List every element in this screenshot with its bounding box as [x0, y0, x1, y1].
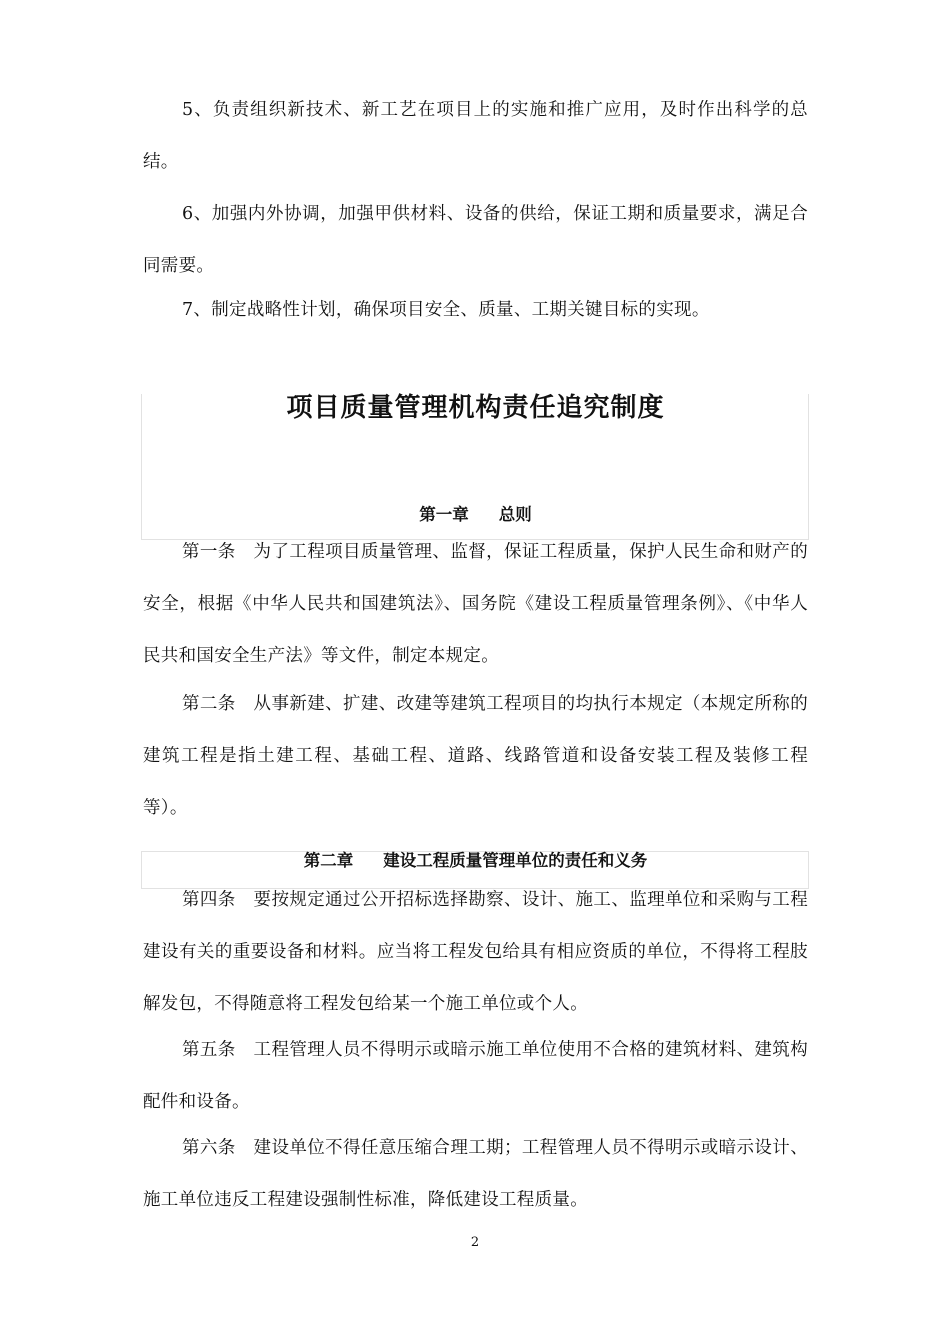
article-5: 第五条 工程管理人员不得明示或暗示施工单位使用不合格的建筑材料、建筑构配件和设备。	[143, 1040, 808, 1112]
article-6: 第六条 建设单位不得任意压缩合理工期；工程管理人员不得明示或暗示设计、施工单位违反工程建设强制性标准，降低建设工程质量。	[143, 1138, 808, 1210]
page-number: 2	[470, 1235, 480, 1250]
article-2: 第二条 从事新建、扩建、改建等建筑工程项目的均执行本规定（本规定所称的建筑工程是指土建工程、基础工程、道路、线路管道和设备安装工程及装修工程等）。	[143, 694, 808, 818]
chapter-2-heading	[143, 846, 808, 876]
article-4: 第四条 要按规定通过公开招标选择勘察、设计、施工、监理单位和采购与工程建设有关的重要设备和材料。应当将工程发包给具有相应资质的单位，不得将工程肢解发包，不得随意将工程发包给某一个施工单位或个人。	[143, 890, 808, 1014]
chapter-2-number: 第二章	[303, 851, 354, 870]
chapter-2-name: 建设工程质量管理单位的责任和义务	[383, 851, 648, 870]
intro-item-6: 6、加强内外协调，加强甲供材料、设备的供给，保证工期和质量要求，满足合同需要。	[143, 204, 808, 276]
intro-item-7: 7、制定战略性计划，确保项目安全、质量、工期关键目标的实现。	[182, 300, 710, 320]
document-title: 项目质量管理机构责任追究制度	[286, 393, 665, 423]
chapter-1-number: 第一章	[419, 505, 469, 524]
intro-item-5: 5、负责组织新技术、新工艺在项目上的实施和推广应用，及时作出科学的总结。	[143, 100, 808, 172]
article-1: 第一条 为了工程项目质量管理、监督，保证工程质量，保护人民生命和财产的安全，根据《中华人民共和国建筑法》、国务院《建设工程质量管理条例》、《中华人民共和国安全生产法》等文件，制定本规定。	[143, 542, 808, 666]
chapter-1-name: 总则	[498, 505, 532, 524]
